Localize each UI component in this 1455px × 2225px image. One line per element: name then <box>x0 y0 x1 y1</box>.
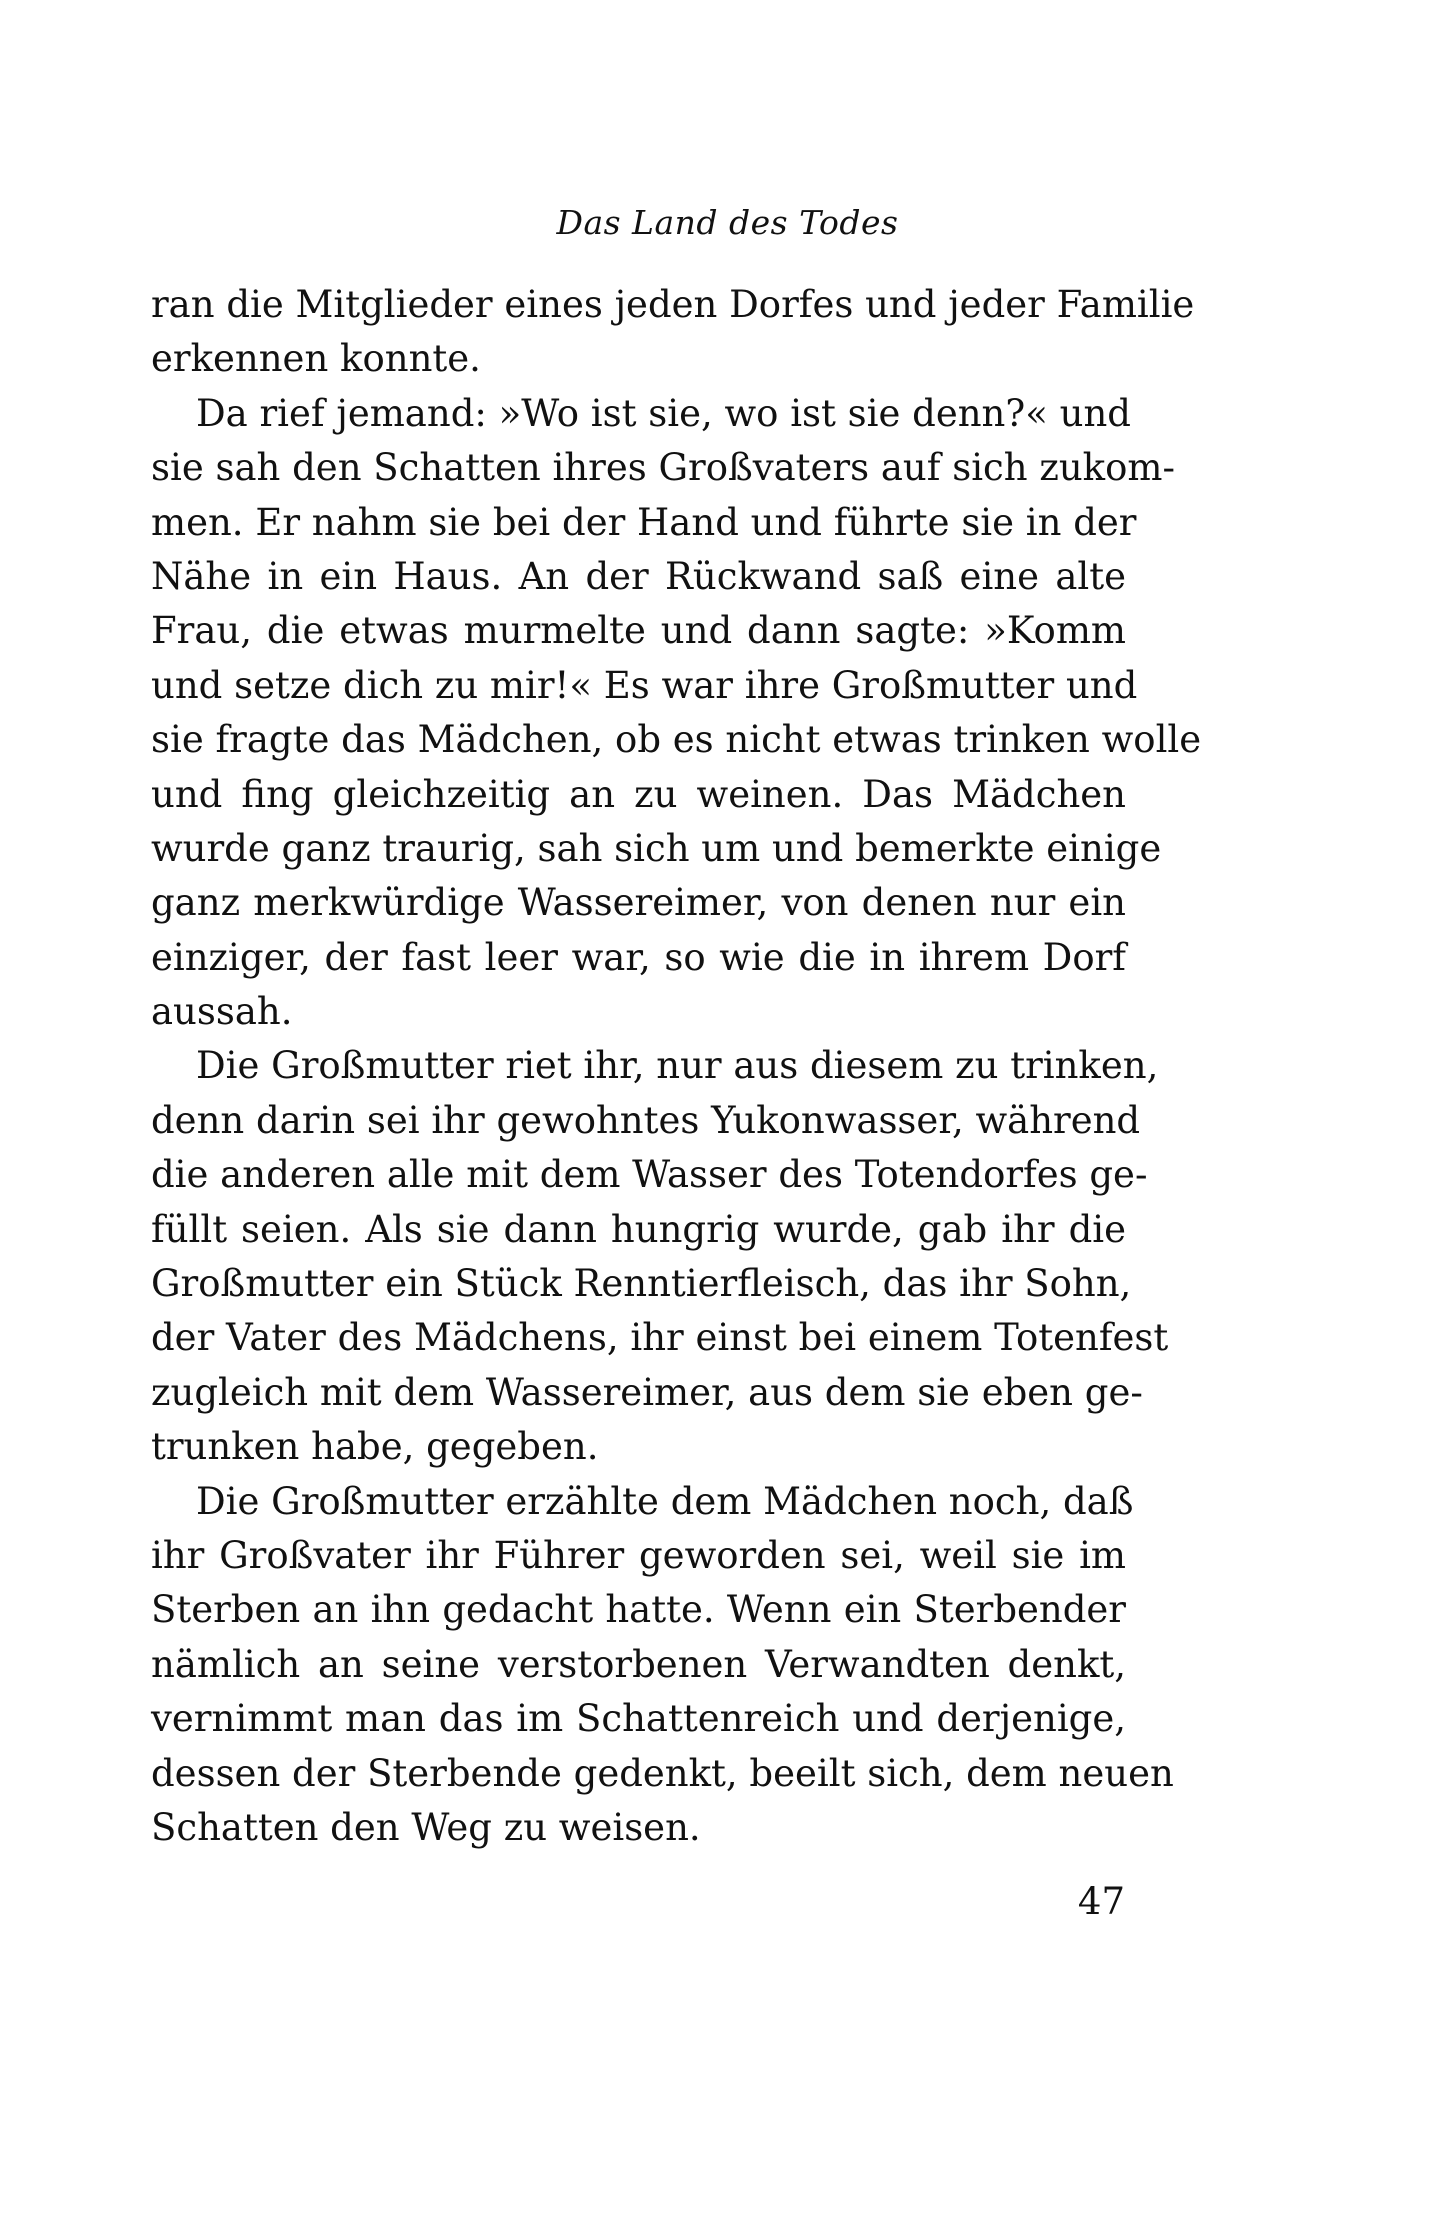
text-line: Sterben an ihn gedacht hatte. Wenn ein Sterbender <box>151 1588 1126 1632</box>
text-line: Die Großmutter riet ihr, nur aus diesem zu trinken, <box>196 1044 1159 1088</box>
text-line: Die Großmutter erzählte dem Mädchen noch, daß <box>196 1479 1134 1523</box>
text-line: trunken habe, gegeben. <box>151 1425 599 1469</box>
text-line: zugleich mit dem Wassereimer, aus dem sie eben ge- <box>151 1370 1143 1414</box>
text-line: vernimmt man das im Schattenreich und derjenige, <box>151 1697 1126 1741</box>
text-line: ganz merkwürdige Wassereimer, von denen nur ein <box>151 881 1126 925</box>
text-line: ihr Großvater ihr Führer geworden sei, weil sie im <box>151 1533 1126 1577</box>
text-line: erkennen konnte. <box>151 337 481 381</box>
text-line: und fing gleichzeitig an zu weinen. Das Mädchen <box>151 772 1126 816</box>
text-line: wurde ganz traurig, sah sich um und bemerkte einige <box>151 826 1162 870</box>
text-line: die anderen alle mit dem Wasser des Totendorfes ge- <box>151 1153 1148 1197</box>
text-line: Da rief jemand: »Wo ist sie, wo ist sie denn?« und <box>196 391 1131 435</box>
text-line: nämlich an seine verstorbenen Verwandten denkt, <box>151 1642 1126 1686</box>
text-line: füllt seien. Als sie dann hungrig wurde, gab ihr die <box>151 1207 1126 1251</box>
text-line: ran die Mitglieder eines jeden Dorfes und jeder Familie <box>151 283 1195 326</box>
body-text <box>151 278 1202 1855</box>
text-line: Nähe in ein Haus. An der Rückwand saß eine alte <box>151 554 1126 598</box>
text-line: sie fragte das Mädchen, ob es nicht etwas trinken wolle <box>151 718 1202 762</box>
page-number: 47 <box>1077 1880 1125 1923</box>
text-line: sie sah den Schatten ihres Großvaters auf sich zukom- <box>151 446 1175 490</box>
text-line: einziger, der fast leer war, so wie die in ihrem Dorf <box>151 935 1126 979</box>
text-line: Frau, die etwas murmelte und dann sagte: »Komm <box>151 609 1126 653</box>
text-line: dessen der Sterbende gedenkt, beeilt sich, dem neuen <box>151 1751 1174 1795</box>
running-head: Das Land des Todes <box>556 203 899 242</box>
text-line: denn darin sei ihr gewohntes Yukonwasser, während <box>151 1098 1141 1142</box>
text-line: und setze dich zu mir!« Es war ihre Großmutter und <box>151 663 1138 707</box>
text-line: aussah. <box>151 990 293 1034</box>
text-line: Großmutter ein Stück Renntierfleisch, das ihr Sohn, <box>151 1262 1132 1306</box>
text-line: men. Er nahm sie bei der Hand und führte sie in der <box>151 500 1137 544</box>
text-line: Schatten den Weg zu weisen. <box>151 1805 701 1849</box>
text-line: der Vater des Mädchens, ihr einst bei einem Totenfest <box>151 1316 1169 1360</box>
